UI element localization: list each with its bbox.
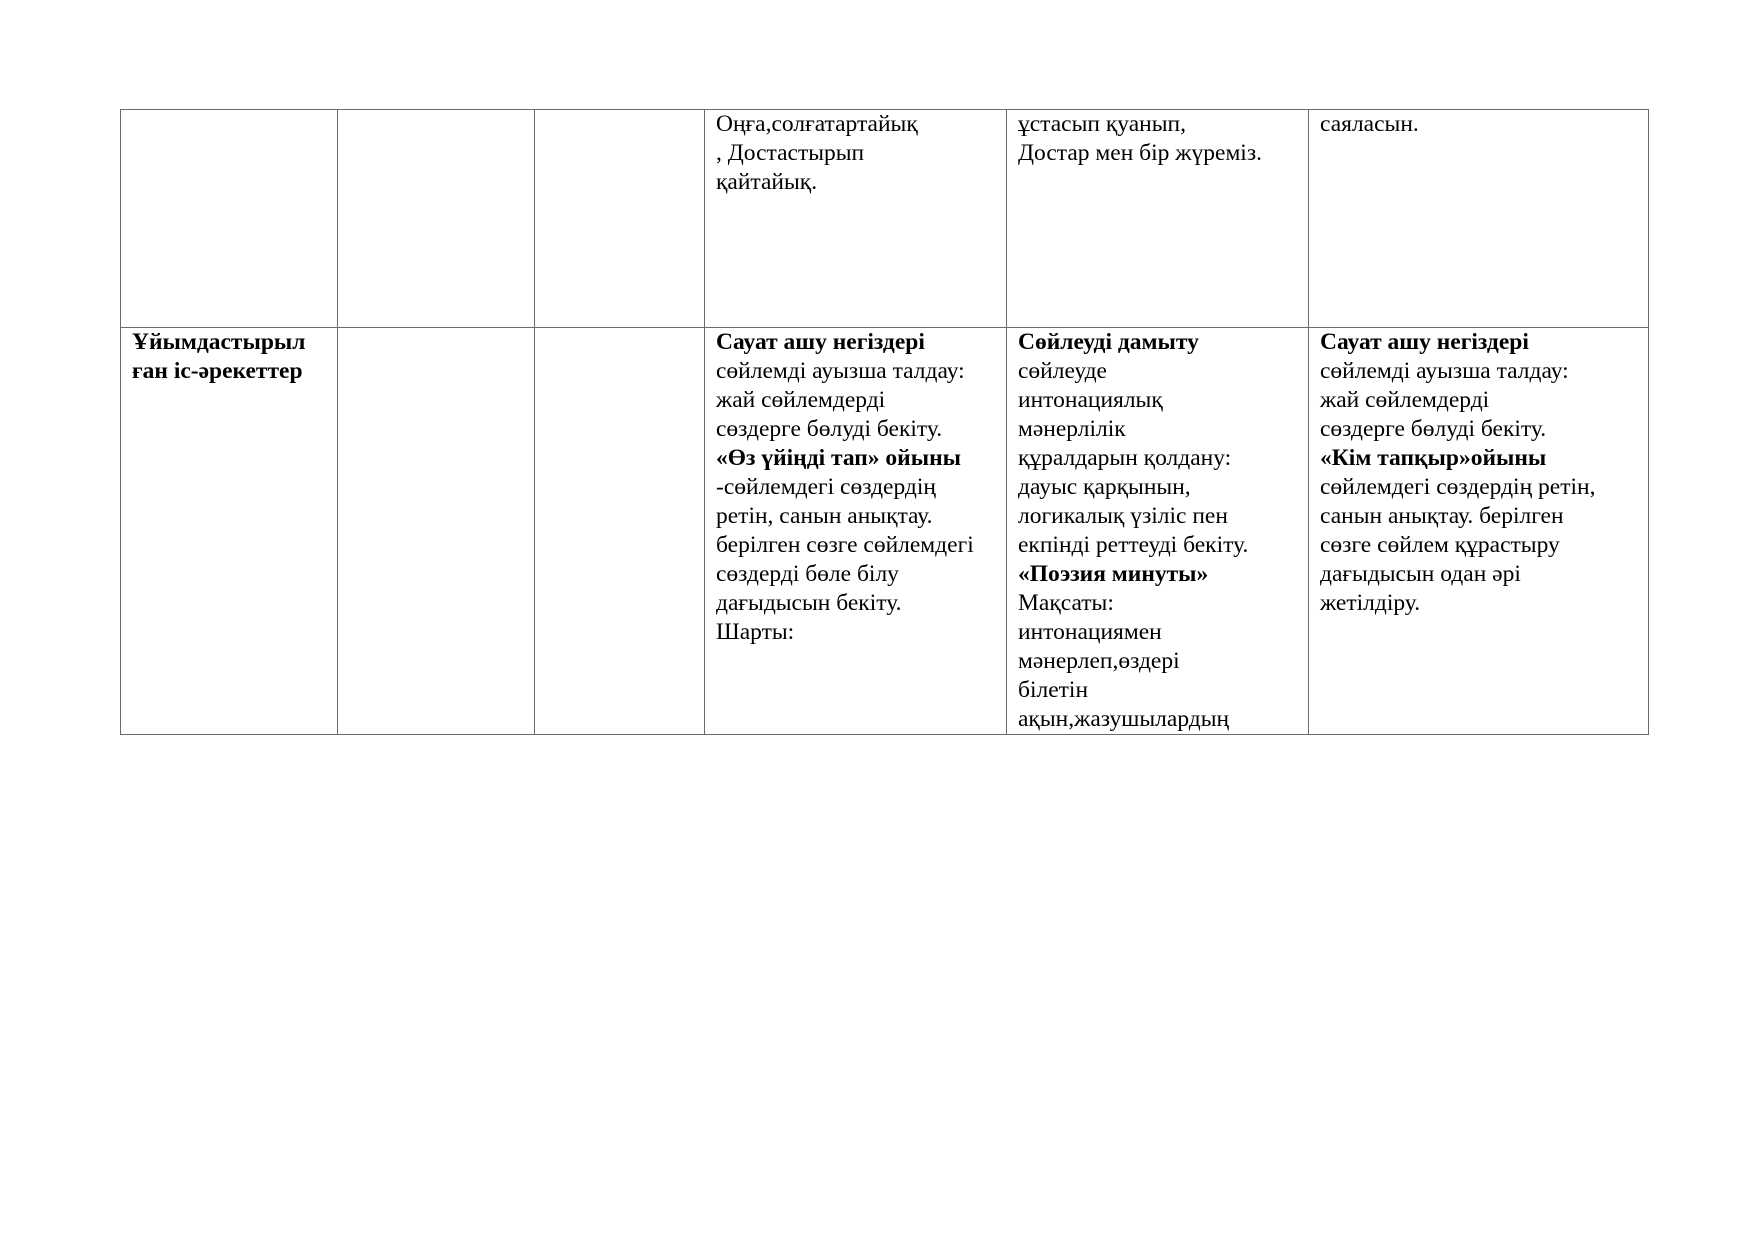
cell-text-line: ретін, санын анықтау. xyxy=(716,503,933,529)
cell-text-line: интонациямен xyxy=(1018,619,1162,645)
cell-heading-line: «Өз үйіңді тап» ойыны xyxy=(716,445,961,471)
row-header-cell xyxy=(121,328,338,735)
row-header-text: ған іс-әрекеттер xyxy=(132,358,303,384)
table-cell xyxy=(338,328,535,735)
cell-text-line: саяласын. xyxy=(1320,111,1419,137)
cell-text-line: сөздерге бөлуді бекіту. xyxy=(716,416,943,442)
cell-text-line: сөздерді бөле білу xyxy=(716,561,899,587)
cell-text-line: сөйлемдегі сөздердің ретін, xyxy=(1320,474,1596,500)
cell-text-line: логикалық үзіліс пен xyxy=(1018,503,1228,529)
cell-text-line: берілген сөзге сөйлемдегі xyxy=(716,532,974,558)
row-header-text: Ұйымдастырыл xyxy=(132,329,306,355)
cell-heading-line: Сөйлеуді дамыту xyxy=(1018,329,1199,355)
table-row xyxy=(121,328,1649,735)
cell-text-line: сөйлемді ауызша талдау: xyxy=(1320,358,1569,384)
table-cell xyxy=(1007,110,1309,328)
cell-text-line: ақын,жазушылардың xyxy=(1018,706,1230,732)
cell-text-line: дағыдысын одан әрі xyxy=(1320,561,1521,587)
cell-heading-line: «Кім тапқыр»ойыны xyxy=(1320,445,1547,471)
table-cell xyxy=(705,110,1007,328)
cell-text-line: сөйлеуде xyxy=(1018,358,1107,384)
cell-text-line: сөйлемді ауызша талдау: xyxy=(716,358,965,384)
cell-text-line: Оңға,солғатартайық xyxy=(716,111,918,137)
cell-text-line: , Достастырып xyxy=(716,140,865,166)
table-cell xyxy=(338,110,535,328)
table-cell xyxy=(121,110,338,328)
cell-text-line: дауыс қарқынын, xyxy=(1018,474,1191,500)
table-cell xyxy=(1309,328,1649,735)
cell-text-line: интонациялық xyxy=(1018,387,1163,413)
cell-text-line: Достар мен бір жүреміз. xyxy=(1018,140,1262,166)
cell-text-line: жай сөйлемдерді xyxy=(1320,387,1490,413)
table-row xyxy=(121,110,1649,328)
cell-text-line: жай сөйлемдерді xyxy=(716,387,886,413)
cell-text-line: Шарты: xyxy=(716,619,795,645)
table-cell xyxy=(1007,328,1309,735)
cell-heading-line: «Поэзия минуты» xyxy=(1018,561,1209,587)
cell-text-line: қайтайық. xyxy=(716,169,818,195)
cell-text-line: мәнерлеп,өздері xyxy=(1018,648,1180,674)
table-cell xyxy=(535,328,705,735)
cell-text-line: екпінді реттеуді бекіту. xyxy=(1018,532,1249,558)
cell-text-line: мәнерлілік xyxy=(1018,416,1126,442)
table-cell xyxy=(705,328,1007,735)
cell-text-line: сөздерге бөлуді бекіту. xyxy=(1320,416,1547,442)
cell-text-line: құралдарын қолдану: xyxy=(1018,445,1232,471)
cell-text-line: сөзге сөйлем құрастыру xyxy=(1320,532,1560,558)
cell-text-line: Мақсаты: xyxy=(1018,590,1114,616)
cell-text-line: білетін xyxy=(1018,677,1089,703)
lesson-plan-table xyxy=(120,109,1649,735)
cell-text-line: дағыдысын бекіту. xyxy=(716,590,902,616)
cell-text-line: -сөйлемдегі сөздердің xyxy=(716,474,936,500)
cell-heading-line: Сауат ашу негіздері xyxy=(716,329,925,355)
table-cell xyxy=(535,110,705,328)
table-cell xyxy=(1309,110,1649,328)
cell-heading-line: Сауат ашу негіздері xyxy=(1320,329,1529,355)
cell-text-line: ұстасып қуанып, xyxy=(1018,111,1186,137)
cell-text-line: жетілдіру. xyxy=(1320,590,1421,616)
cell-text-line: санын анықтау. берілген xyxy=(1320,503,1564,529)
